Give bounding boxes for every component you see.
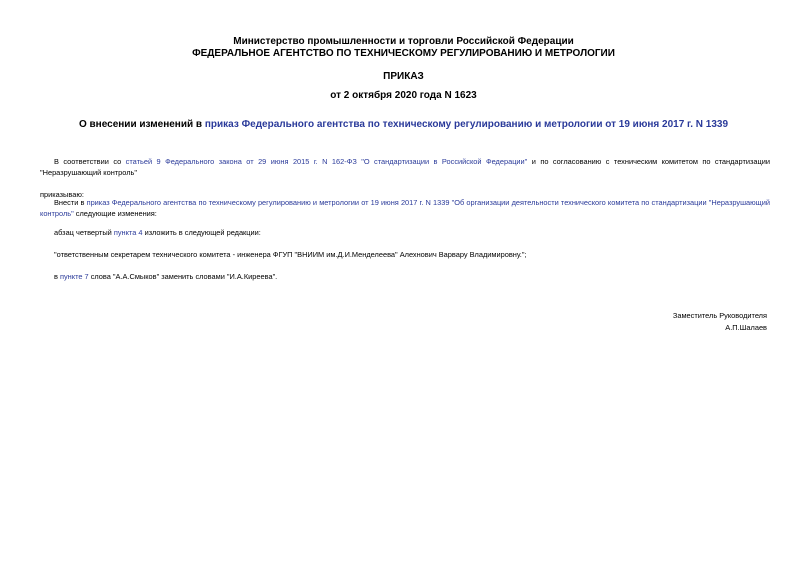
paragraph-amend-text1: Внести в [54, 198, 87, 207]
paragraph-basis-text2: и по согласованию с техническим комитетом по стандартизации "Неразрушающий контроль" [40, 157, 770, 177]
paragraph-clause4-text2: изложить в следующей редакции: [142, 228, 261, 237]
amended-order-link[interactable]: приказ Федерального агентства по техническому регулированию и метрологии от 19 июня 2017 г. N 1339 "Об организации деятельности технического комитета по стандартизации "Неразрушающий контроль" [40, 198, 770, 218]
document-type: ПРИКАЗ [383, 71, 424, 82]
order-word: приказываю: [40, 190, 84, 199]
title-prefix: О внесении изменений в [78, 119, 205, 130]
clause-7-link[interactable]: пункте 7 [59, 272, 89, 281]
title-order-link[interactable]: приказ Федерального агентства по техническому регулированию и метрологии от 19 июня 2017 г. N 1339 [204, 119, 729, 130]
paragraph-clause7 [40, 271, 770, 282]
federal-law-link[interactable]: статьей 9 Федерального закона от 29 июня 2015 г. N 162-ФЗ "О стандартизации в Российской Федерации" [125, 157, 528, 166]
paragraph-amend [40, 197, 770, 219]
agency-name: ФЕДЕРАЛЬНОЕ АГЕНТСТВО ПО ТЕХНИЧЕСКОМУ РЕГУЛИРОВАНИЮ И МЕТРОЛОГИИ [192, 48, 615, 59]
document-title [0, 119, 807, 131]
paragraph-basis [40, 156, 770, 178]
ministry-name: Министерство промышленности и торговли Российской Федерации [233, 36, 574, 47]
paragraph-clause7-text2: слова "А.А.Смыков" заменить словами "И.А.Киреева". [88, 272, 278, 281]
paragraph-new-wording: "ответственным секретарем технического комитета - инженера ФГУП "ВНИИМ им.Д.И.Менделеева" Алехнович Варвару Владимировну."; [54, 250, 527, 259]
signature-position: Заместитель Руководителя [672, 311, 767, 320]
paragraph-clause7-text1: в [54, 272, 60, 281]
paragraph-amend-text2: следующие изменения: [73, 209, 157, 218]
paragraph-basis-text1: В соответствии со [54, 157, 126, 166]
document-date-number: от 2 октября 2020 года N 1623 [330, 90, 477, 101]
clause-4-link[interactable]: пункта 4 [113, 228, 143, 237]
paragraph-clause4 [40, 227, 770, 238]
paragraph-clause4-text1: абзац четвертый [54, 228, 114, 237]
signature-name: А.П.Шалаев [725, 323, 767, 332]
